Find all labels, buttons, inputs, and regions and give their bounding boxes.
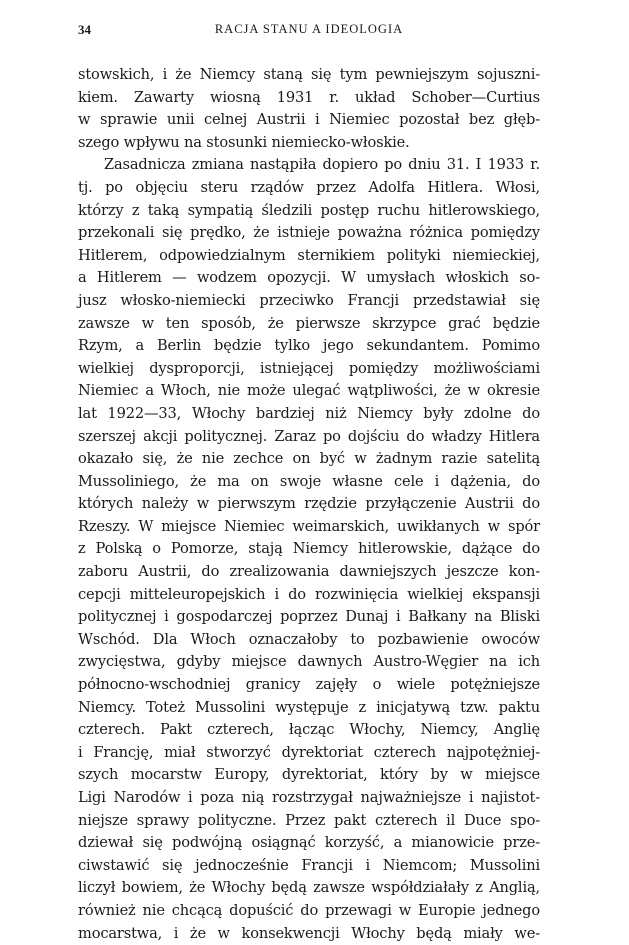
- text-line: Niemcy. Toteż Mussolini występuje z inicjatywą tzw. paktu: [78, 698, 540, 716]
- text-line: liczył bowiem, że Włochy będą zawsze współdziałały z Anglią,: [78, 879, 540, 897]
- text-line: zaboru Austrii, do zrealizowania dawniejszych jeszcze kon-: [78, 563, 540, 581]
- text-line: również nie chcącą dopuścić do przewagi w Europie jednego: [78, 901, 540, 919]
- text-line: szych mocarstw Europy, dyrektoriat, który by w miejsce: [78, 766, 540, 784]
- text-line: cepcji mitteleuropejskich i do rozwinięcia wielkiej ekspansji: [78, 585, 540, 603]
- text-line: tj. po objęciu steru rządów przez Adolfa Hitlera. Włosi,: [78, 178, 540, 196]
- text-line: politycznej i gospodarczej poprzez Dunaj i Bałkany na Bliski: [78, 608, 540, 626]
- text-line: Rzym, a Berlin będzie tylko jego sekundantem. Pomimo: [78, 337, 540, 355]
- text-line: którzy z taką sympatią śledzili postęp ruchu hitlerowskiego,: [78, 201, 540, 219]
- text-line: Hitlerem, odpowiedzialnym sternikiem polityki niemieckiej,: [78, 246, 540, 264]
- text-line: szerszej akcji politycznej. Zaraz po dojściu do władzy Hitlera: [78, 427, 540, 445]
- text-line: Wschód. Dla Włoch oznaczałoby to pozbawienie owoców: [78, 630, 540, 648]
- text-line: jusz włosko-niemiecki przeciwko Francji przedstawiał się: [78, 291, 540, 309]
- text-line: mocarstwa, i że w konsekwencji Włochy będą miały we-: [78, 924, 540, 942]
- text-line: zawsze w ten sposób, że pierwsze skrzypce grać będzie: [78, 314, 540, 332]
- text-line: kiem. Zawarty wiosną 1931 r. układ Schober—Curtius: [78, 88, 540, 106]
- text-line: północno-wschodniej granicy zajęły o wiele potężniejsze: [78, 676, 540, 694]
- text-line: czterech. Pakt czterech, łącząc Włochy, Niemcy, Anglię: [78, 721, 540, 739]
- text-line: wielkiej dysproporcji, istniejącej pomiędzy możliwościami: [78, 359, 540, 377]
- text-line: których należy w pierwszym rzędzie przyłączenie Austrii do: [78, 495, 540, 513]
- text-line: w sprawie unii celnej Austrii i Niemiec pozostał bez głęb-: [78, 111, 540, 129]
- text-line: Ligi Narodów i poza nią rozstrzygał najważniejsze i najistot-: [78, 789, 540, 806]
- text-line: Niemiec a Włoch, nie może ulegać wątpliwości, że w okresie: [78, 382, 540, 400]
- text-line: przekonali się prędko, że istnieje poważna różnica pomiędzy: [78, 224, 540, 242]
- text-line: lat 1922—33, Włochy bardziej niż Niemcy były zdolne do: [78, 404, 540, 422]
- text-line: ciwstawić się jednocześnie Francji i Niemcom; Mussolini: [78, 856, 540, 874]
- text-line: Rzeszy. W miejsce Niemiec weimarskich, uwikłanych w spór: [78, 517, 540, 535]
- text-line: dziewał się podwójną osiągnąć korzyść, a mianowicie prze-: [78, 834, 540, 852]
- body-text: [78, 64, 540, 945]
- text-line: i Francję, miał stworzyć dyrektoriat czterech najpotężniej-: [78, 743, 540, 761]
- text-line: a Hitlerem — wodzem opozycji. W umysłach włoskich so-: [78, 269, 540, 287]
- text-line: Mussoliniego, że ma on swoje własne cele i dążenia, do: [78, 472, 540, 490]
- running-title: RACJA STANU A IDEOLOGIA: [214, 22, 404, 36]
- text-line: zwycięstwa, gdyby miejsce dawnych Austro-Węgier na ich: [78, 653, 540, 671]
- text-line: niejsze sprawy polityczne. Przez pakt czterech il Duce spo-: [78, 811, 540, 829]
- text-line: z Polską o Pomorze, stają Niemcy hitlerowskie, dążące do: [78, 540, 540, 558]
- text-line: stowskich, i że Niemcy staną się tym pewniejszym sojuszni-: [78, 66, 540, 83]
- text-line: okazało się, że nie zechce on być w żadnym razie satelitą: [78, 450, 540, 468]
- text-line: szego wpływu na stosunki niemiecko-włoskie.: [78, 133, 410, 151]
- page-number: 34: [78, 22, 91, 37]
- text-line: Zasadnicza zmiana nastąpiła dopiero po dniu 31. I 1933 r.: [104, 156, 540, 174]
- page-header: [78, 22, 540, 42]
